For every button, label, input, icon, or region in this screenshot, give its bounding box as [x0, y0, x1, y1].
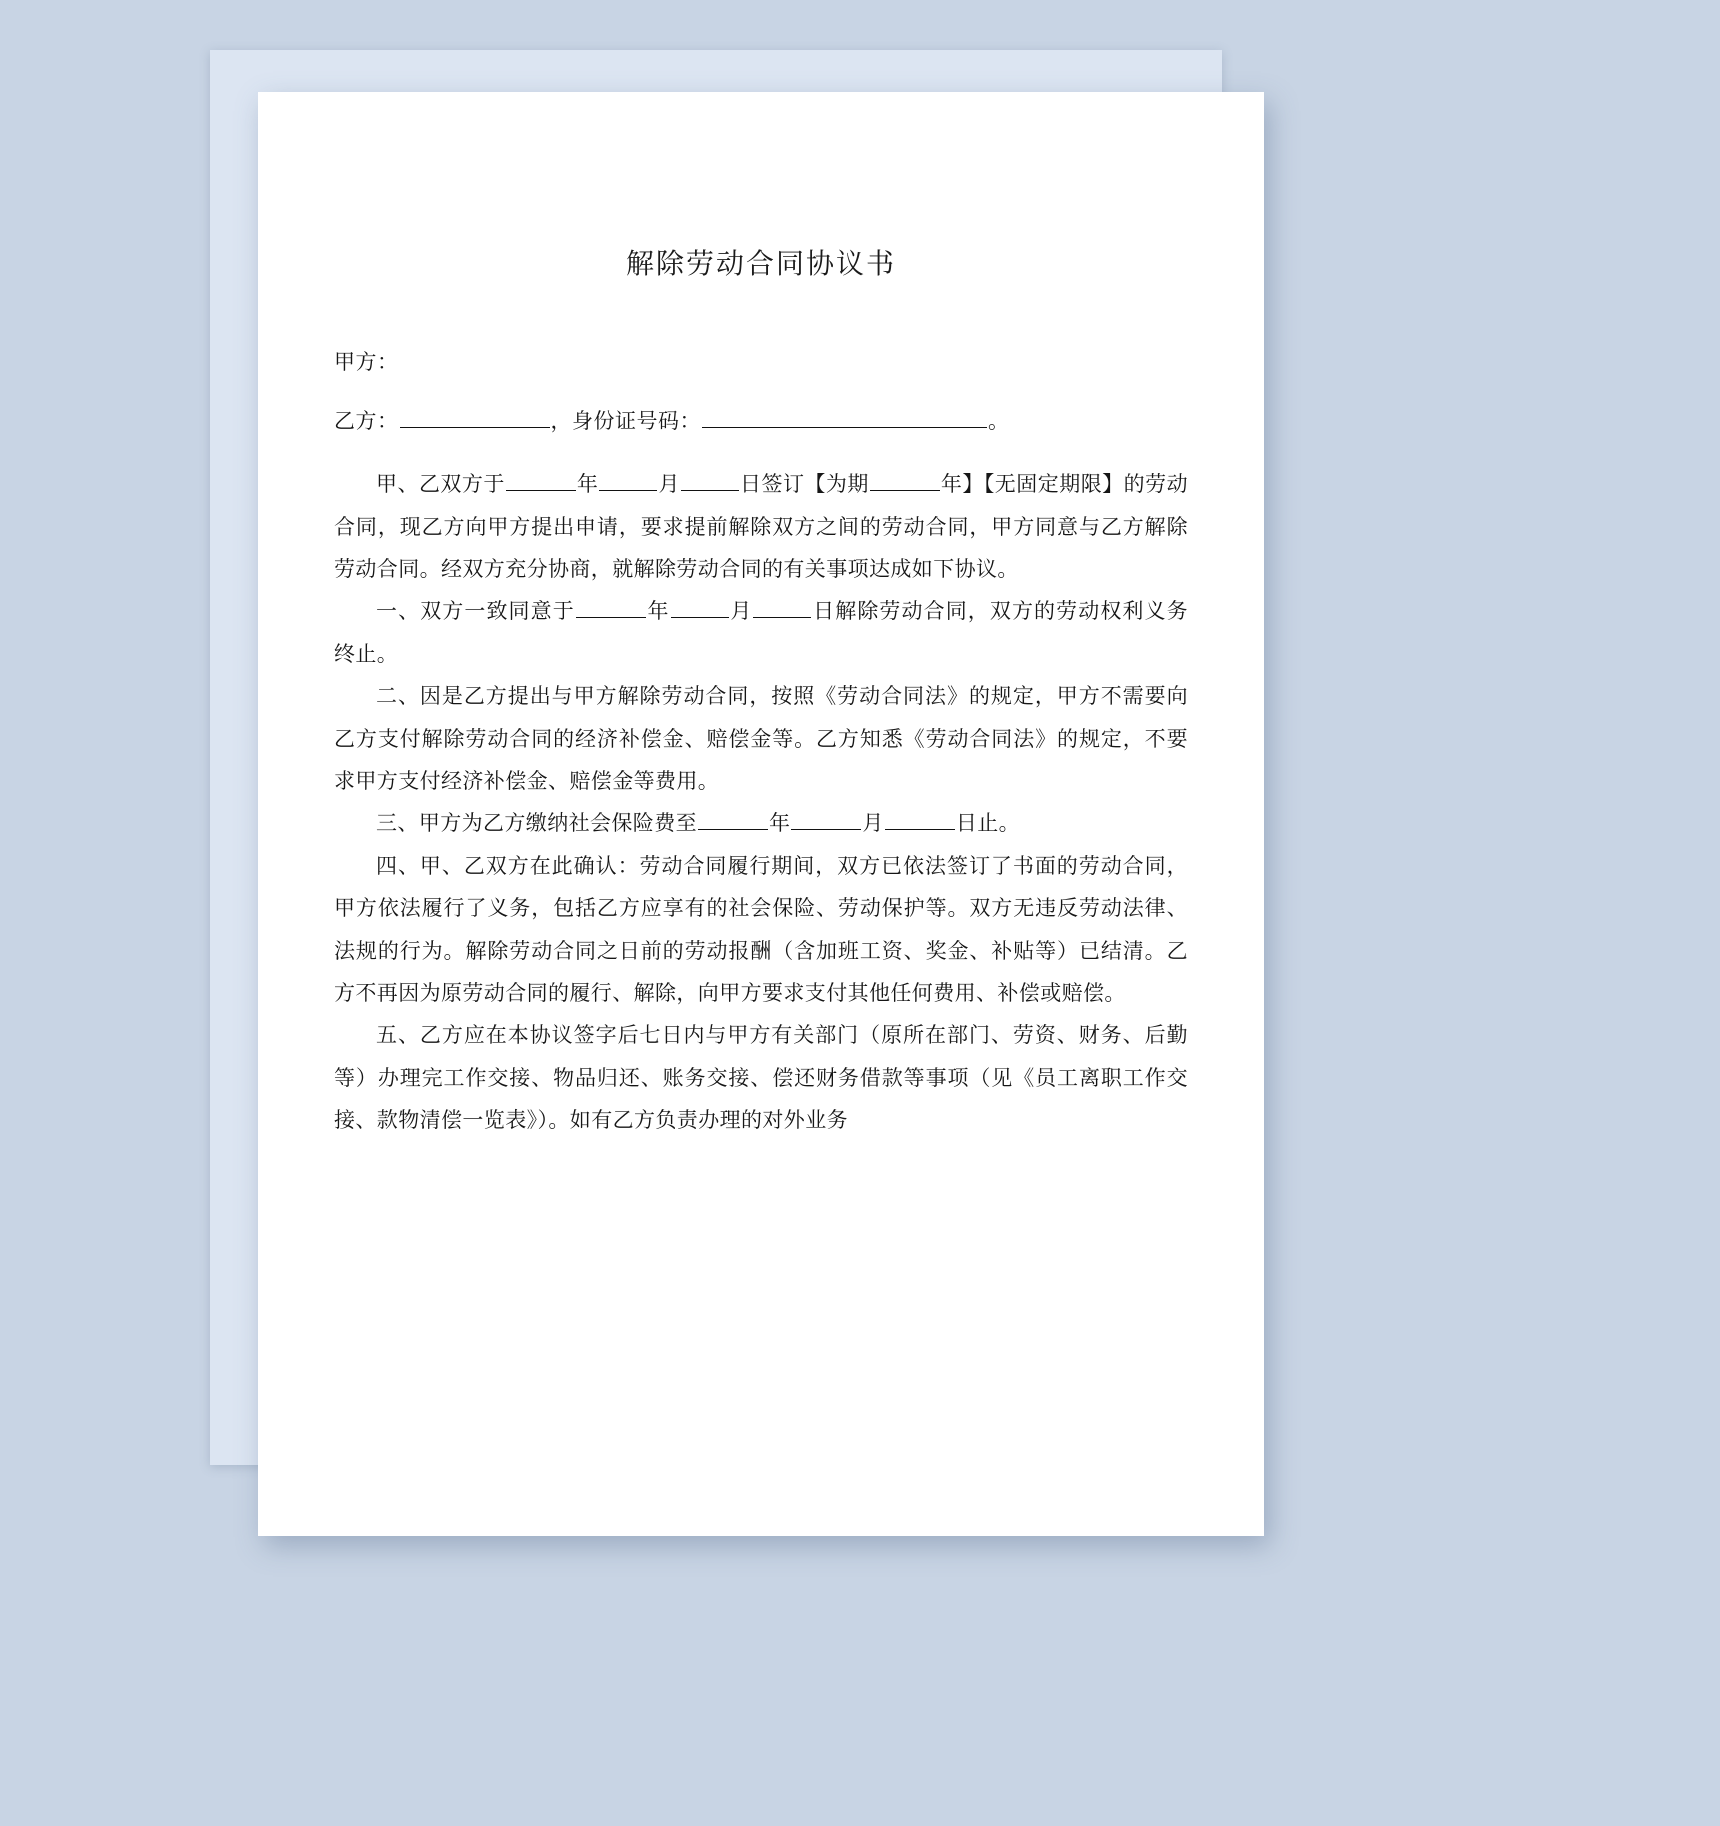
- clause-2: [334, 675, 1188, 802]
- clause-3-year-blank[interactable]: [698, 807, 768, 830]
- document-page: [258, 92, 1264, 1536]
- clause-4-number: 四、: [376, 853, 420, 878]
- clause-4-text: 甲、乙双方在此确认：劳动合同履行期间，双方已依法签订了书面的劳动合同，甲方依法履行了义务，包括乙方应享有的社会保险、劳动保护等。双方无违反劳动法律、法规的行为。解除劳动合同之日前的劳动报酬（含加班工资、奖金、补贴等）已结清。乙方不再因为原劳动合同的履行、解除，向甲方要求支付其他任何费用、补偿或赔偿。: [334, 853, 1188, 1006]
- clause-3-unit-month: 月: [862, 811, 884, 836]
- preamble-unit-day: 日: [739, 472, 762, 497]
- clause-1: [334, 590, 1188, 675]
- clause-1-year-blank[interactable]: [576, 595, 646, 618]
- preamble-year-blank[interactable]: [506, 468, 576, 491]
- clause-2-text: 因是乙方提出与甲方解除劳动合同，按照《劳动合同法》的规定，甲方不需要向乙方支付解除劳动合同的经济补偿金、赔偿金等。乙方知悉《劳动合同法》的规定，不要求甲方支付经济补偿金、赔偿金等费用。: [334, 684, 1188, 793]
- clause-1-seg2: 解除劳动合同，双方的劳动权利义务终止。: [334, 599, 1189, 666]
- clause-4: [334, 845, 1188, 1015]
- clause-1-unit-year: 年: [646, 599, 670, 624]
- clause-1-day-blank[interactable]: [753, 595, 811, 618]
- preamble-unit-year: 年: [576, 472, 599, 497]
- clause-5-number: 五、: [376, 1023, 420, 1048]
- preamble-unit-month: 月: [658, 472, 680, 497]
- clause-3: [334, 802, 1188, 844]
- page-content-area: [258, 92, 1264, 1536]
- clause-3-seg1: 甲方为乙方缴纳社会保险费至: [418, 811, 698, 836]
- party-a-label: 甲方：: [334, 350, 399, 374]
- clause-3-unit-day: 日止。: [955, 811, 1021, 836]
- clause-2-number: 二、: [376, 684, 420, 709]
- clause-5: [334, 1014, 1188, 1141]
- preamble-seg1: 甲、乙双方于: [376, 472, 505, 497]
- preamble-seg2: 签订【为期: [761, 472, 869, 497]
- party-b-id-label: 身份证号码：: [572, 408, 701, 433]
- clause-3-number: 三、: [376, 811, 419, 836]
- preamble-day-blank[interactable]: [681, 468, 739, 491]
- page-title: 解除劳动合同协议书: [625, 249, 896, 280]
- clause-1-number: 一、: [376, 599, 421, 624]
- clause-1-month-blank[interactable]: [671, 595, 729, 618]
- party-b-id-blank[interactable]: [702, 405, 987, 428]
- preamble-month-blank[interactable]: [599, 468, 657, 491]
- clause-1-unit-month: 月: [729, 599, 753, 624]
- clause-3-month-blank[interactable]: [791, 807, 861, 830]
- preamble-paragraph: [334, 463, 1188, 590]
- party-b-name-blank[interactable]: [400, 405, 550, 428]
- party-b-separator: ，: [550, 408, 572, 433]
- preamble-term-blank[interactable]: [870, 468, 940, 491]
- party-b-end-punct: 。: [988, 408, 1010, 433]
- clause-3-unit-year: 年: [769, 811, 791, 836]
- preamble-seg3: 年】【无固定期限】的劳动合同，现乙方向甲方提出申请，要求提前解除双方之间的劳动合同，甲方同意与乙方解除劳动合同。经双方充分协商，就解除劳动合同的有关事项达成如下协议。: [334, 472, 1188, 581]
- clause-3-day-blank[interactable]: [885, 807, 955, 830]
- clause-1-seg1: 双方一致同意于: [420, 599, 575, 624]
- clause-1-unit-day: 日: [812, 599, 836, 624]
- party-a-line: [334, 346, 1188, 379]
- party-b-label: 乙方：: [334, 408, 399, 433]
- party-b-line: [334, 405, 1188, 438]
- clause-5-text: 乙方应在本协议签字后七日内与甲方有关部门（原所在部门、劳资、财务、后勤等）办理完工作交接、物品归还、账务交接、偿还财务借款等事项（见《员工离职工作交接、款物清偿一览表》）。如有乙方负责办理的对外业务: [334, 1023, 1188, 1133]
